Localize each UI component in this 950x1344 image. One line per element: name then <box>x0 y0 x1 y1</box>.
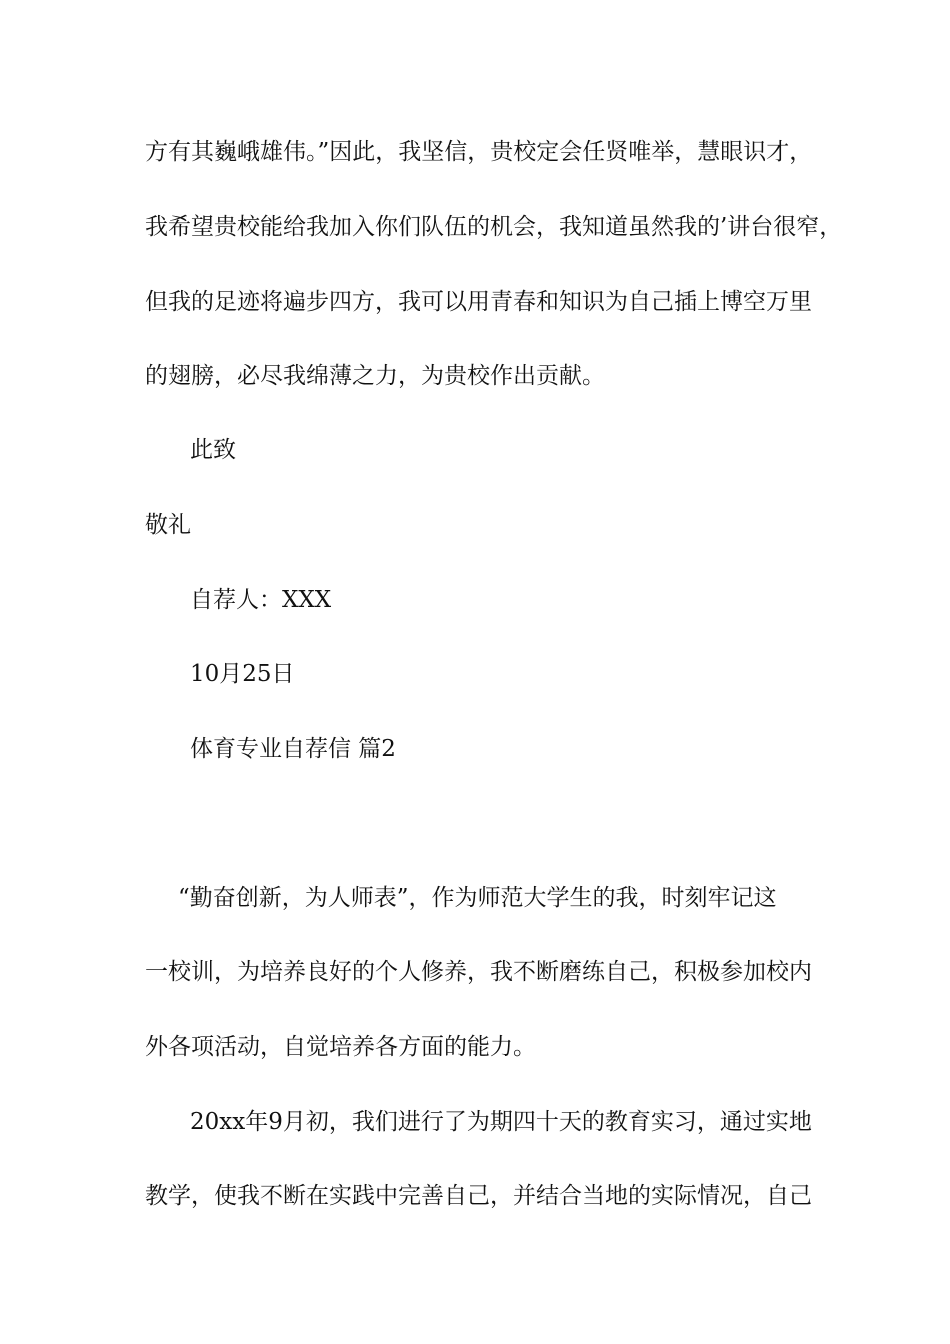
paragraph-line: “勤奋创新，为人师表”，作为师范大学生的我，时刻牢记这 <box>178 885 777 911</box>
section-heading: 体育专业自荐信 篇2 <box>190 736 396 762</box>
signature-line: 自荐人：XXX <box>190 587 332 613</box>
paragraph-line: 的翅膀，必尽我绵薄之力，为贵校作出贡献。 <box>145 363 605 389</box>
date-line: 10月25日 <box>190 661 295 687</box>
closing-salutation: 此致 <box>190 437 236 463</box>
paragraph-line: 一校训，为培养良好的个人修养，我不断磨练自己，积极参加校内 <box>145 959 812 985</box>
closing-respect: 敬礼 <box>145 512 191 538</box>
paragraph-line: 但我的足迹将遍步四方，我可以用青春和知识为自己插上博空万里 <box>145 289 812 315</box>
paragraph-line: 我希望贵校能给我加入你们队伍的机会，我知道虽然我的’讲台很窄， <box>145 214 843 240</box>
paragraph-line: 20xx年9月初，我们进行了为期四十天的教育实习，通过实地 <box>190 1109 812 1135</box>
paragraph-line: 方有其巍峨雄伟。”因此，我坚信，贵校定会任贤唯举，慧眼识才， <box>145 139 813 165</box>
paragraph-line: 外各项活动，自觉培养各方面的能力。 <box>145 1034 536 1060</box>
paragraph-line: 教学，使我不断在实践中完善自己，并结合当地的实际情况，自己 <box>145 1183 812 1209</box>
